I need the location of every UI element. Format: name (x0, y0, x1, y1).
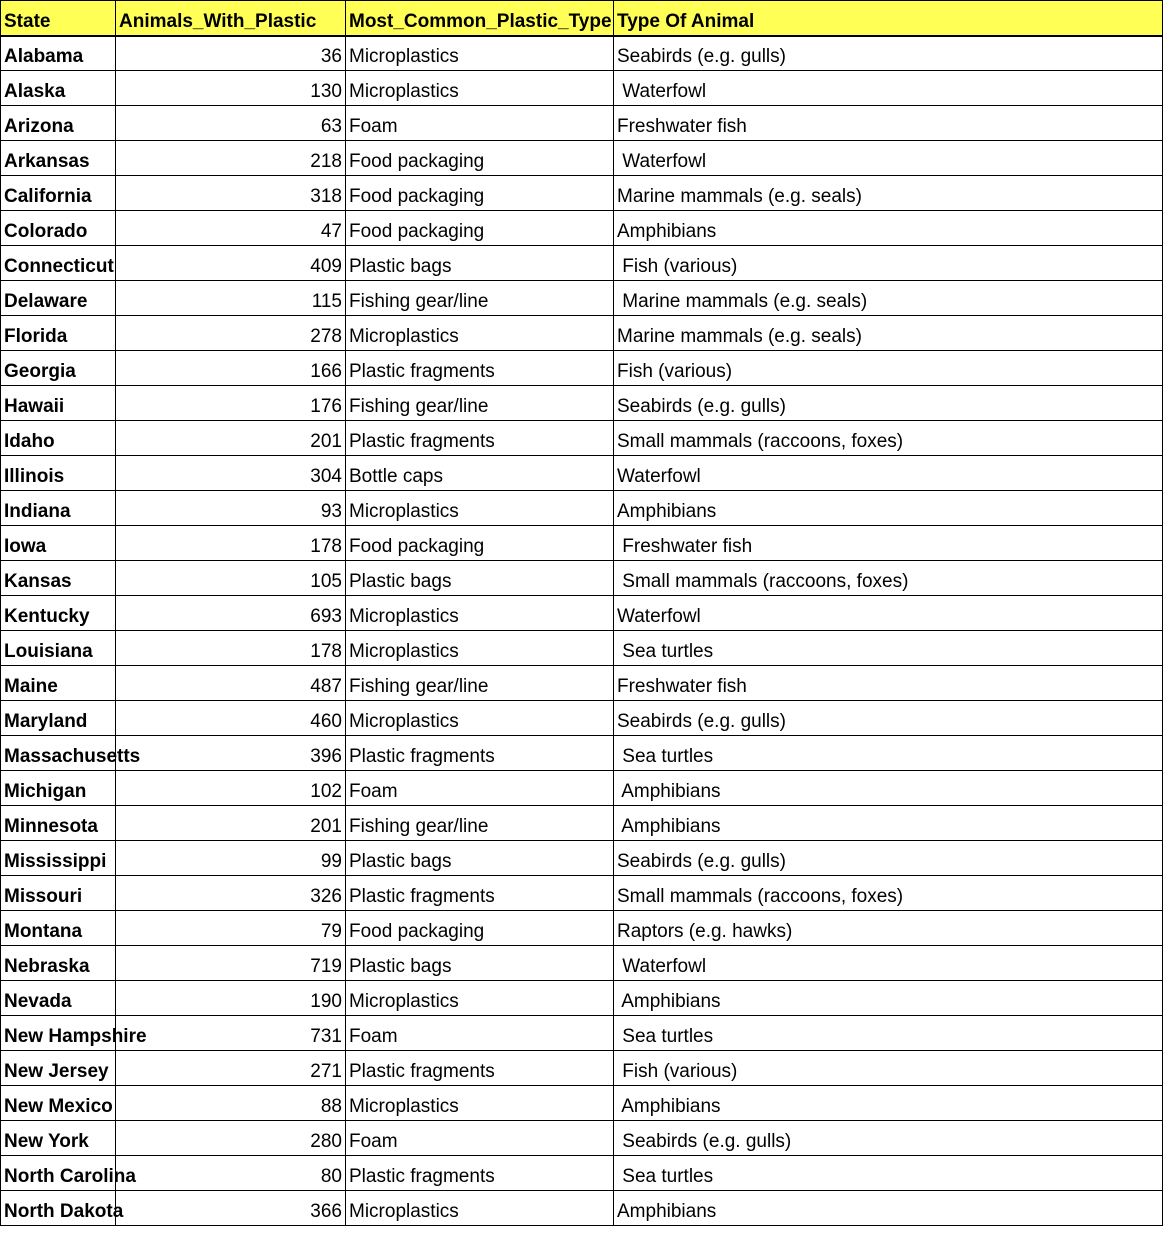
table-row (1, 771, 1163, 806)
cell-state[interactable]: North Dakota (1, 1191, 116, 1226)
cell-animals-with-plastic[interactable]: 218 (116, 141, 346, 176)
cell-animals-with-plastic[interactable]: 201 (116, 421, 346, 456)
cell-state[interactable]: Mississippi (1, 841, 116, 876)
cell-animals-with-plastic[interactable]: 409 (116, 246, 346, 281)
cell-animal-type[interactable]: Amphibians (614, 491, 1163, 526)
table-row (1, 561, 1163, 596)
table-row (1, 106, 1163, 141)
header-row (1, 1, 1163, 36)
cell-animals-with-plastic[interactable]: 366 (116, 1191, 346, 1226)
cell-plastic-type[interactable]: Plastic fragments (346, 421, 614, 456)
table-row (1, 666, 1163, 701)
cell-state[interactable]: Louisiana (1, 631, 116, 666)
cell-state[interactable]: Kansas (1, 561, 116, 596)
cell-animal-type[interactable]: Small mammals (raccoons, foxes) (614, 421, 1163, 456)
cell-state[interactable]: Georgia (1, 351, 116, 386)
cell-animal-type[interactable]: Waterfowl (614, 71, 1163, 106)
cell-animal-type[interactable]: Amphibians (614, 211, 1163, 246)
cell-animals-with-plastic[interactable]: 278 (116, 316, 346, 351)
cell-animal-type[interactable]: Freshwater fish (614, 106, 1163, 141)
cell-animals-with-plastic[interactable]: 396 (116, 736, 346, 771)
header-cell-most-common-plastic-type[interactable]: Most_Common_Plastic_Type (346, 1, 614, 36)
cell-animals-with-plastic[interactable]: 102 (116, 771, 346, 806)
cell-plastic-type[interactable]: Foam (346, 106, 614, 141)
table-row (1, 36, 1163, 71)
cell-animal-type[interactable]: Amphibians (614, 981, 1163, 1016)
cell-state[interactable]: Massachusetts (1, 736, 116, 771)
cell-state[interactable]: North Carolina (1, 1156, 116, 1191)
table-row (1, 491, 1163, 526)
table-row (1, 1051, 1163, 1086)
cell-animals-with-plastic[interactable]: 80 (116, 1156, 346, 1191)
table-row (1, 1191, 1163, 1226)
cell-animals-with-plastic[interactable]: 47 (116, 211, 346, 246)
cell-plastic-type[interactable]: Microplastics (346, 701, 614, 736)
cell-animal-type[interactable]: Waterfowl (614, 141, 1163, 176)
cell-animal-type[interactable]: Freshwater fish (614, 526, 1163, 561)
cell-state[interactable]: New Hampshire (1, 1016, 116, 1051)
cell-animals-with-plastic[interactable]: 304 (116, 456, 346, 491)
cell-animal-type[interactable]: Seabirds (e.g. gulls) (614, 1121, 1163, 1156)
cell-state[interactable]: Florida (1, 316, 116, 351)
cell-plastic-type[interactable]: Microplastics (346, 491, 614, 526)
cell-animal-type[interactable]: Amphibians (614, 1086, 1163, 1121)
cell-animal-type[interactable]: Seabirds (e.g. gulls) (614, 841, 1163, 876)
cell-animal-type[interactable]: Raptors (e.g. hawks) (614, 911, 1163, 946)
cell-plastic-type[interactable]: Microplastics (346, 1191, 614, 1226)
cell-animal-type[interactable]: Fish (various) (614, 351, 1163, 386)
cell-animals-with-plastic[interactable]: 88 (116, 1086, 346, 1121)
cell-plastic-type[interactable]: Fishing gear/line (346, 666, 614, 701)
table-row (1, 386, 1163, 421)
table-row (1, 981, 1163, 1016)
cell-plastic-type[interactable]: Plastic bags (346, 946, 614, 981)
table-row (1, 1156, 1163, 1191)
cell-plastic-type[interactable]: Food packaging (346, 526, 614, 561)
cell-state[interactable]: Illinois (1, 456, 116, 491)
cell-animal-type[interactable]: Sea turtles (614, 1156, 1163, 1191)
table-row (1, 246, 1163, 281)
cell-plastic-type[interactable]: Fishing gear/line (346, 386, 614, 421)
cell-state[interactable]: Nebraska (1, 946, 116, 981)
cell-state[interactable]: Montana (1, 911, 116, 946)
cell-plastic-type[interactable]: Bottle caps (346, 456, 614, 491)
cell-animal-type[interactable]: Seabirds (e.g. gulls) (614, 386, 1163, 421)
table-row (1, 911, 1163, 946)
cell-animal-type[interactable]: Freshwater fish (614, 666, 1163, 701)
cell-animals-with-plastic[interactable]: 36 (116, 36, 346, 71)
cell-state[interactable]: New Jersey (1, 1051, 116, 1086)
cell-state[interactable]: Indiana (1, 491, 116, 526)
cell-animals-with-plastic[interactable]: 178 (116, 631, 346, 666)
table-row (1, 526, 1163, 561)
cell-state[interactable]: Colorado (1, 211, 116, 246)
table-row (1, 946, 1163, 981)
cell-state[interactable]: Nevada (1, 981, 116, 1016)
cell-plastic-type[interactable]: Microplastics (346, 71, 614, 106)
cell-plastic-type[interactable]: Plastic bags (346, 561, 614, 596)
table-row (1, 281, 1163, 316)
cell-state[interactable]: Hawaii (1, 386, 116, 421)
cell-plastic-type[interactable]: Plastic fragments (346, 1156, 614, 1191)
cell-state[interactable]: New Mexico (1, 1086, 116, 1121)
cell-animal-type[interactable]: Small mammals (raccoons, foxes) (614, 561, 1163, 596)
cell-animal-type[interactable]: Marine mammals (e.g. seals) (614, 176, 1163, 211)
cell-state[interactable]: Idaho (1, 421, 116, 456)
cell-animal-type[interactable]: Amphibians (614, 1191, 1163, 1226)
table-row (1, 351, 1163, 386)
table-row (1, 141, 1163, 176)
table-body (1, 36, 1163, 1226)
cell-plastic-type[interactable]: Microplastics (346, 631, 614, 666)
cell-animals-with-plastic[interactable]: 63 (116, 106, 346, 141)
cell-state[interactable]: Alabama (1, 36, 116, 71)
cell-state[interactable]: Delaware (1, 281, 116, 316)
cell-plastic-type[interactable]: Plastic bags (346, 841, 614, 876)
header-cell-state[interactable]: State (1, 1, 116, 36)
cell-plastic-type[interactable]: Microplastics (346, 981, 614, 1016)
cell-animals-with-plastic[interactable]: 201 (116, 806, 346, 841)
cell-plastic-type[interactable]: Food packaging (346, 911, 614, 946)
table-row (1, 421, 1163, 456)
cell-state[interactable]: Iowa (1, 526, 116, 561)
cell-state[interactable]: New York (1, 1121, 116, 1156)
cell-plastic-type[interactable]: Fishing gear/line (346, 806, 614, 841)
cell-animals-with-plastic[interactable]: 178 (116, 526, 346, 561)
cell-animals-with-plastic[interactable]: 280 (116, 1121, 346, 1156)
cell-animal-type[interactable]: Fish (various) (614, 1051, 1163, 1086)
cell-animal-type[interactable]: Marine mammals (e.g. seals) (614, 281, 1163, 316)
cell-animals-with-plastic[interactable]: 487 (116, 666, 346, 701)
cell-plastic-type[interactable]: Foam (346, 1121, 614, 1156)
cell-plastic-type[interactable]: Plastic bags (346, 246, 614, 281)
cell-state[interactable]: Alaska (1, 71, 116, 106)
cell-plastic-type[interactable]: Plastic fragments (346, 736, 614, 771)
cell-state[interactable]: Michigan (1, 771, 116, 806)
cell-plastic-type[interactable]: Food packaging (346, 141, 614, 176)
cell-animals-with-plastic[interactable]: 693 (116, 596, 346, 631)
cell-animals-with-plastic[interactable]: 99 (116, 841, 346, 876)
cell-state[interactable]: Minnesota (1, 806, 116, 841)
cell-animal-type[interactable]: Sea turtles (614, 631, 1163, 666)
cell-animal-type[interactable]: Waterfowl (614, 456, 1163, 491)
table-row (1, 701, 1163, 736)
cell-state[interactable]: Connecticut (1, 246, 116, 281)
cell-animal-type[interactable]: Fish (various) (614, 246, 1163, 281)
cell-plastic-type[interactable]: Foam (346, 1016, 614, 1051)
cell-animal-type[interactable]: Amphibians (614, 806, 1163, 841)
table-row (1, 876, 1163, 911)
table-row (1, 631, 1163, 666)
table-row (1, 1016, 1163, 1051)
cell-animals-with-plastic[interactable]: 326 (116, 876, 346, 911)
cell-state[interactable]: California (1, 176, 116, 211)
cell-animals-with-plastic[interactable]: 79 (116, 911, 346, 946)
cell-state[interactable]: Maine (1, 666, 116, 701)
table-row (1, 1121, 1163, 1156)
cell-animals-with-plastic[interactable]: 190 (116, 981, 346, 1016)
cell-plastic-type[interactable]: Microplastics (346, 36, 614, 71)
cell-animal-type[interactable]: Seabirds (e.g. gulls) (614, 36, 1163, 71)
cell-animals-with-plastic[interactable]: 93 (116, 491, 346, 526)
cell-animals-with-plastic[interactable]: 166 (116, 351, 346, 386)
table-row (1, 316, 1163, 351)
table-row (1, 806, 1163, 841)
cell-animals-with-plastic[interactable]: 318 (116, 176, 346, 211)
cell-state[interactable]: Arizona (1, 106, 116, 141)
cell-animals-with-plastic[interactable]: 460 (116, 701, 346, 736)
cell-state[interactable]: Arkansas (1, 141, 116, 176)
cell-plastic-type[interactable]: Food packaging (346, 176, 614, 211)
cell-animal-type[interactable]: Waterfowl (614, 596, 1163, 631)
cell-animals-with-plastic[interactable]: 719 (116, 946, 346, 981)
cell-state[interactable]: Kentucky (1, 596, 116, 631)
cell-plastic-type[interactable]: Fishing gear/line (346, 281, 614, 316)
table-row (1, 211, 1163, 246)
cell-plastic-type[interactable]: Microplastics (346, 1086, 614, 1121)
cell-plastic-type[interactable]: Microplastics (346, 316, 614, 351)
cell-animal-type[interactable]: Sea turtles (614, 1016, 1163, 1051)
table-row (1, 841, 1163, 876)
cell-animal-type[interactable]: Seabirds (e.g. gulls) (614, 701, 1163, 736)
cell-animal-type[interactable]: Small mammals (raccoons, foxes) (614, 876, 1163, 911)
table-row (1, 1086, 1163, 1121)
cell-animal-type[interactable]: Waterfowl (614, 946, 1163, 981)
cell-animals-with-plastic[interactable]: 731 (116, 1016, 346, 1051)
cell-plastic-type[interactable]: Microplastics (346, 596, 614, 631)
table-row (1, 71, 1163, 106)
cell-animal-type[interactable]: Amphibians (614, 771, 1163, 806)
table-row (1, 456, 1163, 491)
cell-plastic-type[interactable]: Foam (346, 771, 614, 806)
cell-animals-with-plastic[interactable]: 105 (116, 561, 346, 596)
cell-plastic-type[interactable]: Plastic fragments (346, 876, 614, 911)
header-cell-type-of-animal[interactable]: Type Of Animal (614, 1, 1163, 36)
cell-animals-with-plastic[interactable]: 176 (116, 386, 346, 421)
header-cell-animals-with-plastic[interactable]: Animals_With_Plastic (116, 1, 346, 36)
cell-plastic-type[interactable]: Plastic fragments (346, 1051, 614, 1086)
table-row (1, 176, 1163, 211)
cell-plastic-type[interactable]: Plastic fragments (346, 351, 614, 386)
cell-animals-with-plastic[interactable]: 271 (116, 1051, 346, 1086)
table-row (1, 736, 1163, 771)
cell-animal-type[interactable]: Marine mammals (e.g. seals) (614, 316, 1163, 351)
cell-state[interactable]: Missouri (1, 876, 116, 911)
table-row (1, 596, 1163, 631)
cell-state[interactable]: Maryland (1, 701, 116, 736)
cell-animal-type[interactable]: Sea turtles (614, 736, 1163, 771)
cell-animals-with-plastic[interactable]: 130 (116, 71, 346, 106)
cell-plastic-type[interactable]: Food packaging (346, 211, 614, 246)
cell-animals-with-plastic[interactable]: 115 (116, 281, 346, 316)
